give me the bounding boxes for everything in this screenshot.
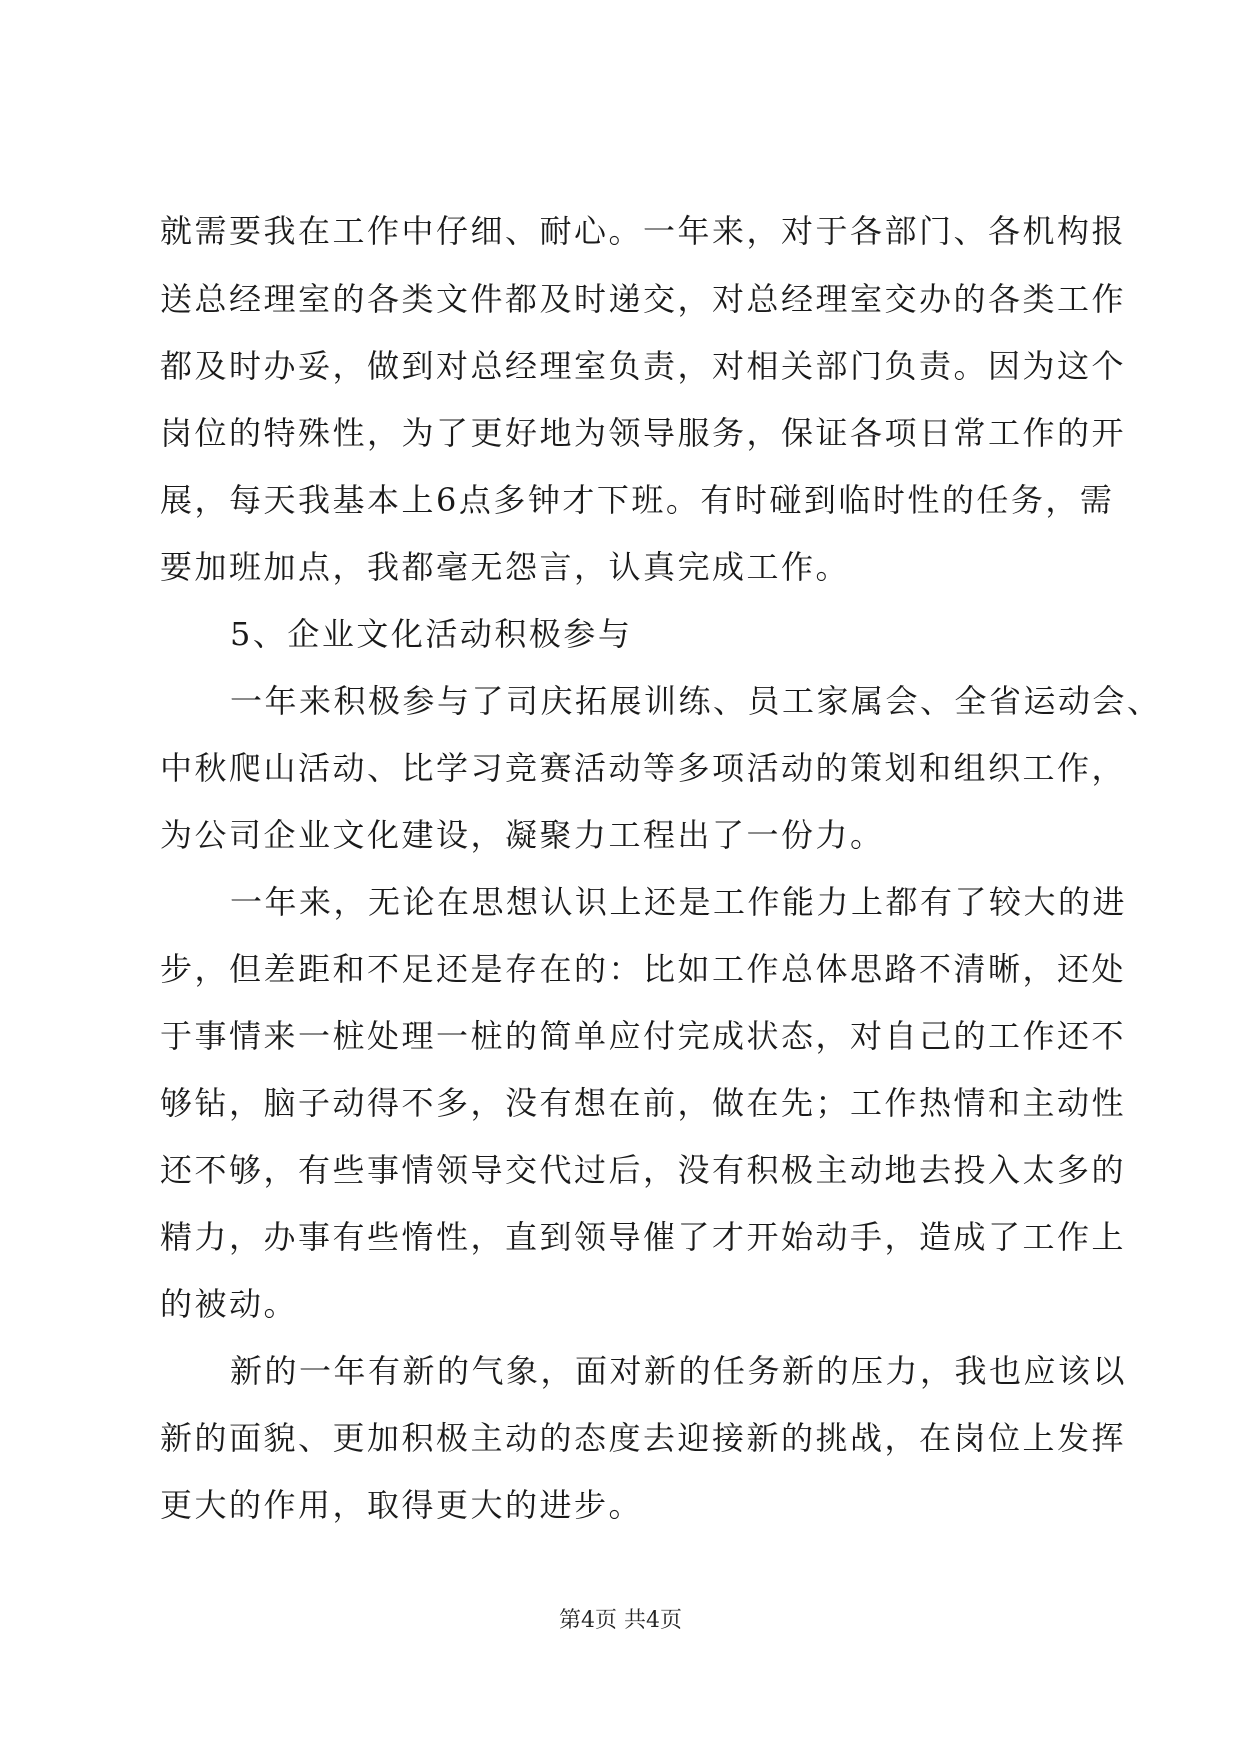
paragraph-4-line-5: 还不够，有些事情领导交代过后，没有积极主动地去投入太多的 — [160, 1151, 1127, 1189]
paragraph-4-line-4: 够钻，脑子动得不多，没有想在前，做在先；工作热情和主动性 — [160, 1084, 1127, 1122]
paragraph-3-line-3: 为公司企业文化建设，凝聚力工程出了一份力。 — [160, 816, 885, 854]
paragraph-1-line-1: 就需要我在工作中仔细、耐心。一年来，对于各部门、各机构报 — [160, 212, 1127, 250]
paragraph-3-line-1: 一年来积极参与了司庆拓展训练、员工家属会、全省运动会、 — [230, 682, 1162, 720]
paragraph-5-line-1: 新的一年有新的气象，面对新的任务新的压力，我也应该以 — [230, 1352, 1128, 1390]
paragraph-1-line-2: 送总经理室的各类文件都及时递交，对总经理室交办的各类工作 — [160, 280, 1127, 318]
paragraph-4-line-7: 的被动。 — [160, 1285, 299, 1323]
paragraph-4-line-6: 精力，办事有些惰性，直到领导催了才开始动手，造成了工作上 — [160, 1218, 1127, 1256]
paragraph-4-line-1: 一年来，无论在思想认识上还是工作能力上都有了较大的进 — [230, 883, 1128, 921]
paragraph-1-line-3: 都及时办妥，做到对总经理室负责，对相关部门负责。因为这个 — [160, 347, 1127, 385]
paragraph-1-line-5: 展，每天我基本上6点多钟才下班。有时碰到临时性的任务，需 — [160, 481, 1115, 519]
paragraph-3-line-2: 中秋爬山活动、比学习竞赛活动等多项活动的策划和组织工作， — [160, 749, 1127, 787]
section-heading-5: 5、企业文化活动积极参与 — [230, 615, 633, 653]
paragraph-5-line-2: 新的面貌、更加积极主动的态度去迎接新的挑战，在岗位上发挥 — [160, 1419, 1127, 1457]
paragraph-1-line-4: 岗位的特殊性，为了更好地为领导服务，保证各项日常工作的开 — [160, 414, 1127, 452]
page-footer: 第4页 共4页 — [559, 1608, 682, 1633]
paragraph-1-line-6: 要加班加点，我都毫无怨言，认真完成工作。 — [160, 548, 851, 586]
paragraph-4-line-2: 步，但差距和不足还是存在的：比如工作总体思路不清晰，还处 — [160, 950, 1127, 988]
paragraph-4-line-3: 于事情来一桩处理一桩的简单应付完成状态，对自己的工作还不 — [160, 1017, 1127, 1055]
paragraph-5-line-3: 更大的作用，取得更大的进步。 — [160, 1486, 644, 1524]
